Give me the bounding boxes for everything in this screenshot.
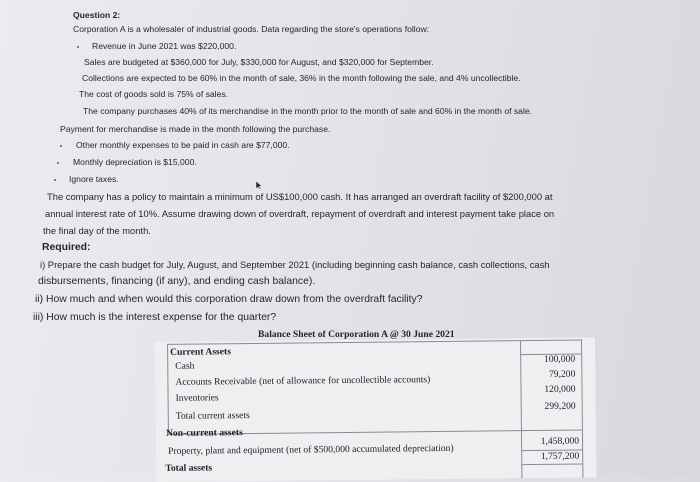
policy-line-2: annual interest rate of 10%. Assume drawing down of overdraft, repayment of overdraft and interest payment take place on [45, 208, 555, 219]
fact-cogs: The cost of goods sold is 75% of sales. [79, 89, 229, 99]
task-1-line-1: i) Prepare the cash budget for July, August, and September 2021 (including beginning cash balance, cash collections, cash [40, 259, 550, 270]
current-assets-heading: Current Assets [170, 346, 232, 358]
policy-line-1: The company has a policy to maintain a minimum of US$100,000 cash. It has arranged an overdraft facility of $200,000 at [47, 191, 553, 202]
row-label-ppe: Property, plant and equipment (net of $500,000 accumulated depreciation) [168, 442, 454, 457]
row-label-total-current: Total current assets [175, 410, 250, 422]
task-1-line-2: disbursements, financing (if any), and ending cash balance). [38, 276, 316, 287]
question-intro: Corporation A is a wholesaler of industrial goods. Data regarding the store's operations follow: [73, 24, 430, 34]
fact-depreciation: Monthly depreciation is $15,000. [73, 157, 197, 167]
required-label: Required: [42, 242, 91, 253]
balance-sheet-title: Balance Sheet of Corporation A @ 30 June 2021 [258, 329, 455, 340]
row-label-cash: Cash [175, 360, 195, 372]
row-value-ppe: 1,458,000 [540, 435, 580, 447]
row-value-total-assets: 1,757,200 [540, 450, 580, 462]
row-label-total-assets: Total assets [165, 462, 213, 474]
row-label-inventories: Inventories [175, 392, 219, 404]
table-cell-line [521, 464, 582, 466]
non-current-heading: Non-current assets [165, 427, 243, 439]
fact-purchases: The company purchases 40% of its merchandise in the month prior to the month of sale and 60% in the month of sale. [83, 106, 533, 116]
bullet [57, 162, 59, 164]
row-value-inventories: 120,000 [544, 383, 576, 395]
task-2: ii) How much and when would this corporation draw down from the overdraft facility? [35, 294, 423, 305]
table-border-right [581, 340, 583, 478]
bullet [60, 145, 62, 147]
row-value-receivable: 79,200 [548, 368, 576, 380]
table-border-top [167, 340, 581, 345]
question-title: Question 2: [73, 10, 121, 20]
fact-sales: Sales are budgeted at $360,000 for July, $330,000 for August, and $320,000 for September. [84, 57, 434, 67]
row-value-cash: 100,000 [543, 353, 576, 365]
balance-sheet-table [155, 337, 596, 482]
bullet [77, 46, 79, 48]
row-label-receivable: Accounts Receivable (net of allowance for uncollectible accounts) [175, 374, 431, 388]
bullet [54, 179, 56, 181]
fact-taxes: Ignore taxes. [69, 174, 119, 184]
fact-collections: Collections are expected to be 60% in the month of sale, 36% in the month following the sale, and 4% uncollectible. [82, 73, 521, 83]
mouse-cursor-icon [255, 180, 263, 190]
table-border-left [167, 344, 169, 434]
policy-line-3: the final day of the month. [43, 225, 151, 236]
row-value-total-current: 299,200 [544, 400, 576, 412]
table-column-divider [520, 340, 522, 478]
fact-other-expenses: Other monthly expenses to be paid in cash are $77,000. [76, 140, 290, 150]
fact-revenue: Revenue in June 2021 was $220,000. [92, 41, 237, 51]
fact-payment: Payment for merchandise is made in the month following the purchase. [60, 124, 331, 134]
task-3: iii) How much is the interest expense for the quarter? [33, 312, 277, 323]
